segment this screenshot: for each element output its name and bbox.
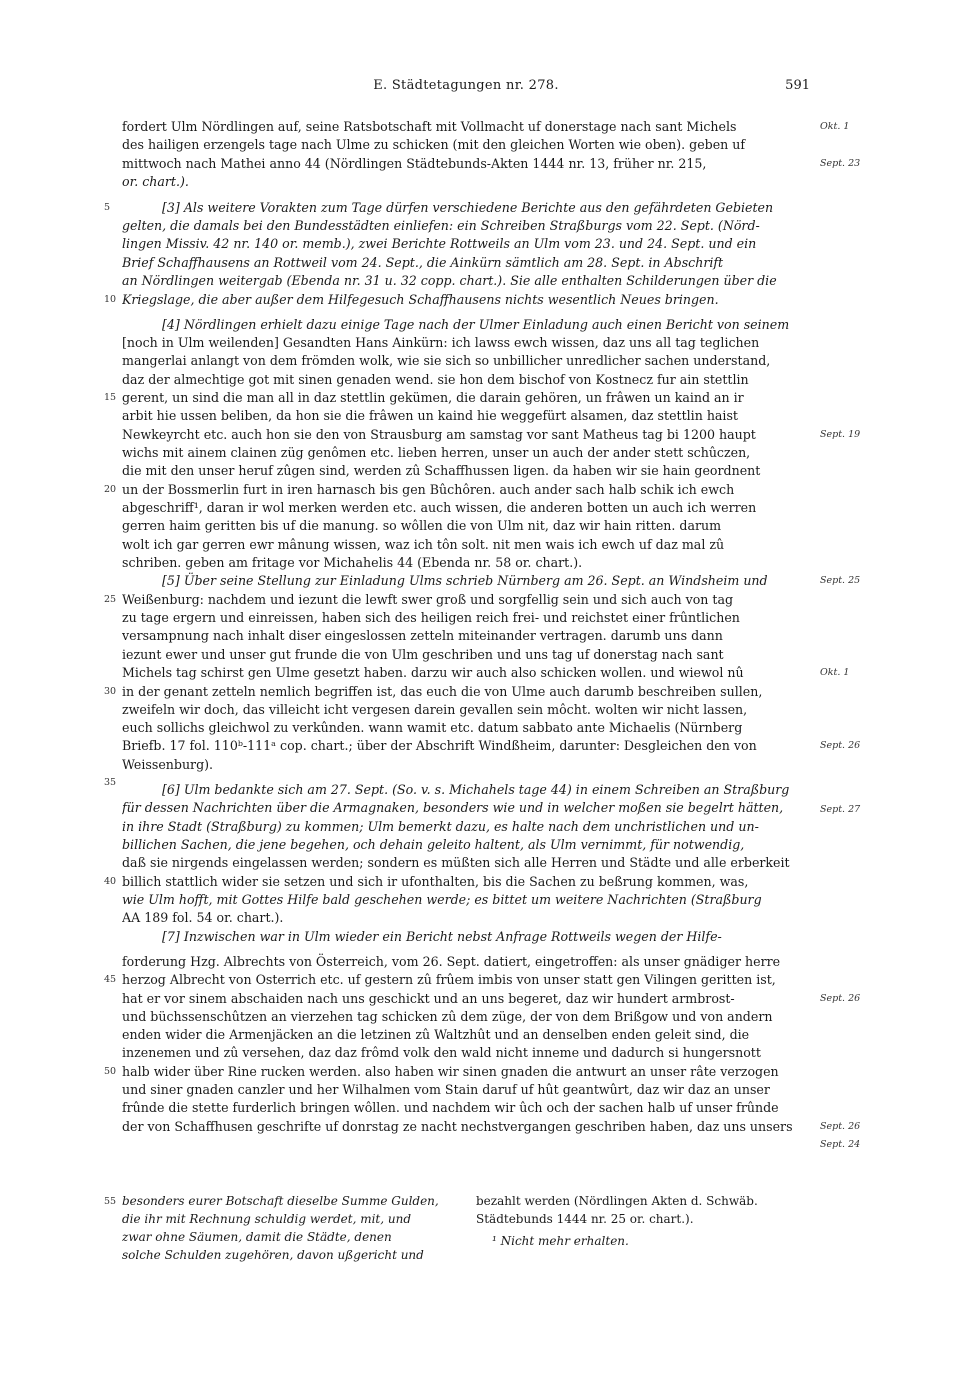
line-number: 30 (104, 686, 117, 697)
text-line: zu tage ergern und einreissen, haben sich des heiligen reich frei- und reichstet einer frûntlichen (122, 610, 740, 625)
text-line: Weißenburg: nachdem und iezunt die lewft swer groß und sorgfellig sein und sich auch von tag (122, 592, 734, 607)
text-line: Briefb. 17 fol. 110ᵇ-111ᵃ cop. chart.; über der Abschrift Windßheim, darunter: Desgleichen den von (122, 738, 757, 753)
line-number: 55 (104, 1196, 117, 1207)
text-line: zweifeln wir doch, das villeicht icht vergesen darein gevallen sein môcht. wolten wir nicht lassen, (122, 702, 748, 717)
text-line: daz der almechtige got mit sinen genaden wend. sie hon dem bischof von Kostnecz fur ain stettlin (122, 372, 749, 387)
text-line: [noch in Ulm weilenden] Gesandten Hans Ainkürn: ich lawss ewch wissen, daz uns all tag teglichen (122, 335, 760, 350)
line-number: 35 (104, 777, 117, 788)
text-line: an Nördlingen weitergab (Ebenda nr. 31 u. 32 copp. chart.). Sie alle enthalten Schilderungen über die (122, 273, 777, 288)
text-line: Newkeyrcht etc. auch hon sie den von Strausburg am samstag vor sant Matheus tag bi 1200 haupt (122, 427, 756, 442)
footnote-line: solche Schulden zugehören, davon ußgericht und (122, 1248, 424, 1262)
text-line: schriben. geben am fritage vor Michahelis 44 (Ebenda nr. 58 or. chart.). (122, 555, 583, 570)
text-line: in der genant zetteln nemlich begriffen ist, das euch die von Ulme auch darumb beschreiben sullen, (122, 684, 763, 699)
text-line: des hailigen erzengels tage nach Ulme zu schicken (mit den gleichen Worten wie oben). geben uf (122, 137, 746, 152)
text-line: halb wider über Rine rucken werden. also haben wir sinen gnaden die antwurt an unser râte verzogen (122, 1064, 779, 1079)
text-line: wichs mit ainem clainen züg genômen etc. lieben herren, unser un auch der ander stett schûczen, (122, 445, 751, 460)
text-line: frûnde die stette furderlich bringen wôllen. und nachdem wir ûch och der sachen halb uf unser frûnde (122, 1100, 779, 1115)
text-line: gerren haim geritten bis uf die manung. so wôllen die von Ulm nit, daz wir hain ritten. darum (122, 518, 722, 533)
margin-date: Sept. 23 (820, 158, 861, 169)
text-line: [6] Ulm bedankte sich am 27. Sept. (So. v. s. Michahels tage 44) in einem Schreiben an Straßburg (162, 782, 790, 797)
margin-date: Sept. 25 (820, 575, 861, 586)
page-number: 591 (785, 78, 810, 93)
text-line: abgeschriff¹, daran ir wol merken werden etc. auch wissen, die anderen botten un auch ich werren (122, 500, 757, 515)
margin-date: Sept. 26 (820, 1121, 861, 1132)
text-line: mangerlai anlangt von dem frömden wolk, wie sie sich so unbillicher unredlicher sachen understand, (122, 353, 771, 368)
page-header (122, 78, 810, 100)
text-line: billich stattlich wider sie setzen und sich ir ufonthalten, bis die Sachen zu beßrung kommen, was, (122, 874, 749, 889)
footnote-line: Städtebunds 1444 nr. 25 or. chart.). (476, 1212, 694, 1226)
text-line: Kriegslage, die aber außer dem Hilfegesuch Schaffhausens nichts wesentlich Neues bringen. (122, 292, 719, 307)
margin-date: Sept. 26 (820, 993, 861, 1004)
margin-date: Sept. 26 (820, 740, 861, 751)
text-line: und siner gnaden canzler und her Wilhalmen vom Stain daruf uf hût geantwûrt, daz wir daz an unser (122, 1082, 770, 1097)
text-line: AA 189 fol. 54 or. chart.). (122, 910, 284, 925)
text-line: or. chart.). (122, 174, 189, 189)
text-line: die mit den unser heruf zûgen sind, werden zû Schaffhussen ligen. da haben wir sie hain geordnent (122, 463, 761, 478)
text-line: der von Schaffhusen geschrifte uf donrstag ze nacht nechstvergangen geschriben haben, daz uns unsers (122, 1119, 793, 1134)
footnote-line: besonders eurer Botschaft dieselbe Summe Gulden, (122, 1194, 439, 1208)
text-line: billichen Sachen, die jene begehen, och dehain geleito haltent, als Ulm vernimmt, für notwendig, (122, 837, 745, 852)
margin-date: Okt. 1 (820, 667, 850, 678)
text-line: für dessen Nachrichten über die Armagnaken, besonders wie und in welcher moßen sie begelrt hätten, (122, 800, 784, 815)
line-number: 50 (104, 1066, 117, 1077)
margin-date: Sept. 19 (820, 429, 861, 440)
line-number: 20 (104, 484, 117, 495)
text-line: forderung Hzg. Albrechts von Österreich, vom 26. Sept. datiert, eingetroffen: als unser gnädiger herre (122, 954, 781, 969)
text-line: euch sollichs gleichwol zu verkûnden. wann wamit etc. datum sabbato ante Michaelis (Nürnberg (122, 720, 743, 735)
footnote-line: zwar ohne Säumen, damit die Städte, denen (122, 1230, 392, 1244)
line-number: 45 (104, 974, 117, 985)
footnote-line: die ihr mit Rechnung schuldig werdet, mit, und (122, 1212, 412, 1226)
text-line: versampnung nach inhalt diser eingeslossen zetteln miteinander vertragen. darumb uns dann (122, 628, 723, 643)
margin-date: Sept. 24 (820, 1139, 861, 1150)
text-line: [7] Inzwischen war in Ulm wieder ein Bericht nebst Anfrage Rottweils wegen der Hilfe- (162, 929, 722, 944)
margin-date: Sept. 27 (820, 804, 861, 815)
text-line: daß sie nirgends eingelassen werden; sondern es müßten sich alle Herren und Städte und alle erberkeit (122, 855, 790, 870)
text-line: iezunt ewer und unser gut frunde die von Ulm geschriben und uns tag uf donerstag nach sant (122, 647, 724, 662)
line-number: 25 (104, 594, 117, 605)
text-line: enden wider die Armenjäcken an die letzinen zû Waltzhût und an denselben enden geleit sind, die (122, 1027, 750, 1042)
text-line: gelten, die damals bei den Bundesstädten einliefen: ein Schreiben Straßburgs vom 22. Sept. (Nörd- (122, 218, 760, 233)
text-line: herzog Albrecht von Osterrich etc. uf gestern zû frûem imbis von unser statt gen Vilingen geritten ist, (122, 972, 776, 987)
text-line: Brief Schaffhausens an Rottweil vom 24. Sept., die Ainkürn sämtlich am 28. Sept. in Abschrift (122, 255, 724, 270)
text-line: [4] Nördlingen erhielt dazu einige Tage nach der Ulmer Einladung auch einen Bericht von seinem (162, 317, 790, 332)
line-number: 40 (104, 876, 117, 887)
line-number: 15 (104, 392, 117, 403)
text-line: wolt ich gar gerren ewr mânung wissen, waz ich tôn solt. nit men wais ich ewch uf daz mal zû (122, 537, 725, 552)
running-title: E. Städtetagungen nr. 278. (373, 78, 559, 93)
text-line: Weissenburg). (122, 757, 214, 772)
text-line: arbit hie ussen beliben, da hon sie die frâwen un kaind hie weggefürt alsamen, daz stettlin haist (122, 408, 738, 423)
text-line: un der Bossmerlin furt in iren harnasch bis gen Bûchôren. auch ander sach halb schik ich ewch (122, 482, 735, 497)
line-number: 5 (104, 202, 111, 213)
text-line: wie Ulm hofft, mit Gottes Hilfe bald geschehen werde; es bittet um weitere Nachrichten (Straßburg (122, 892, 762, 907)
text-line: und büchssenschûtzen an vierzehen tag schicken zû dem züge, der von dem Brißgow und von andern (122, 1009, 773, 1024)
text-line: inzenemen und zû versehen, daz daz frômd volk den wald nicht inneme und dadurch si hungersnott (122, 1045, 761, 1060)
text-line: lingen Missiv. 42 nr. 140 or. memb.), zwei Berichte Rottweils an Ulm vom 23. und 24. Sept. und ein (122, 236, 757, 251)
text-line: hat er vor sinem abschaiden nach uns geschickt und an uns begeret, daz wir hundert armbrost- (122, 991, 735, 1006)
text-line: [3] Als weitere Vorakten zum Tage dürfen verschiedene Berichte aus den gefährdeten Gebieten (162, 200, 774, 215)
footnote-line: ¹ Nicht mehr erhalten. (492, 1234, 629, 1248)
footnote-line: bezahlt werden (Nördlingen Akten d. Schwäb. (476, 1194, 758, 1208)
line-number: 10 (104, 294, 117, 305)
text-line: gerent, un sind die man all in daz stettlin gekümen, die darain gehören, un frâwen un kaind an ir (122, 390, 744, 405)
text-line: in ihre Stadt (Straßburg) zu kommen; Ulm bemerkt dazu, es halte nach dem unchristlichen und un- (122, 819, 759, 834)
text-line: mittwoch nach Mathei anno 44 (Nördlingen Städtebunds-Akten 1444 nr. 13, früher nr. 215, (122, 156, 707, 171)
text-line: Michels tag schirst gen Ulme gesetzt haben. darzu wir auch also schicken wollen. und wiewol nû (122, 665, 744, 680)
text-line: fordert Ulm Nördlingen auf, seine Ratsbotschaft mit Vollmacht uf donerstage nach sant Michels (122, 119, 737, 134)
margin-date: Okt. 1 (820, 121, 850, 132)
text-line: [5] Über seine Stellung zur Einladung Ulms schrieb Nürnberg am 26. Sept. an Windsheim und (162, 573, 768, 588)
